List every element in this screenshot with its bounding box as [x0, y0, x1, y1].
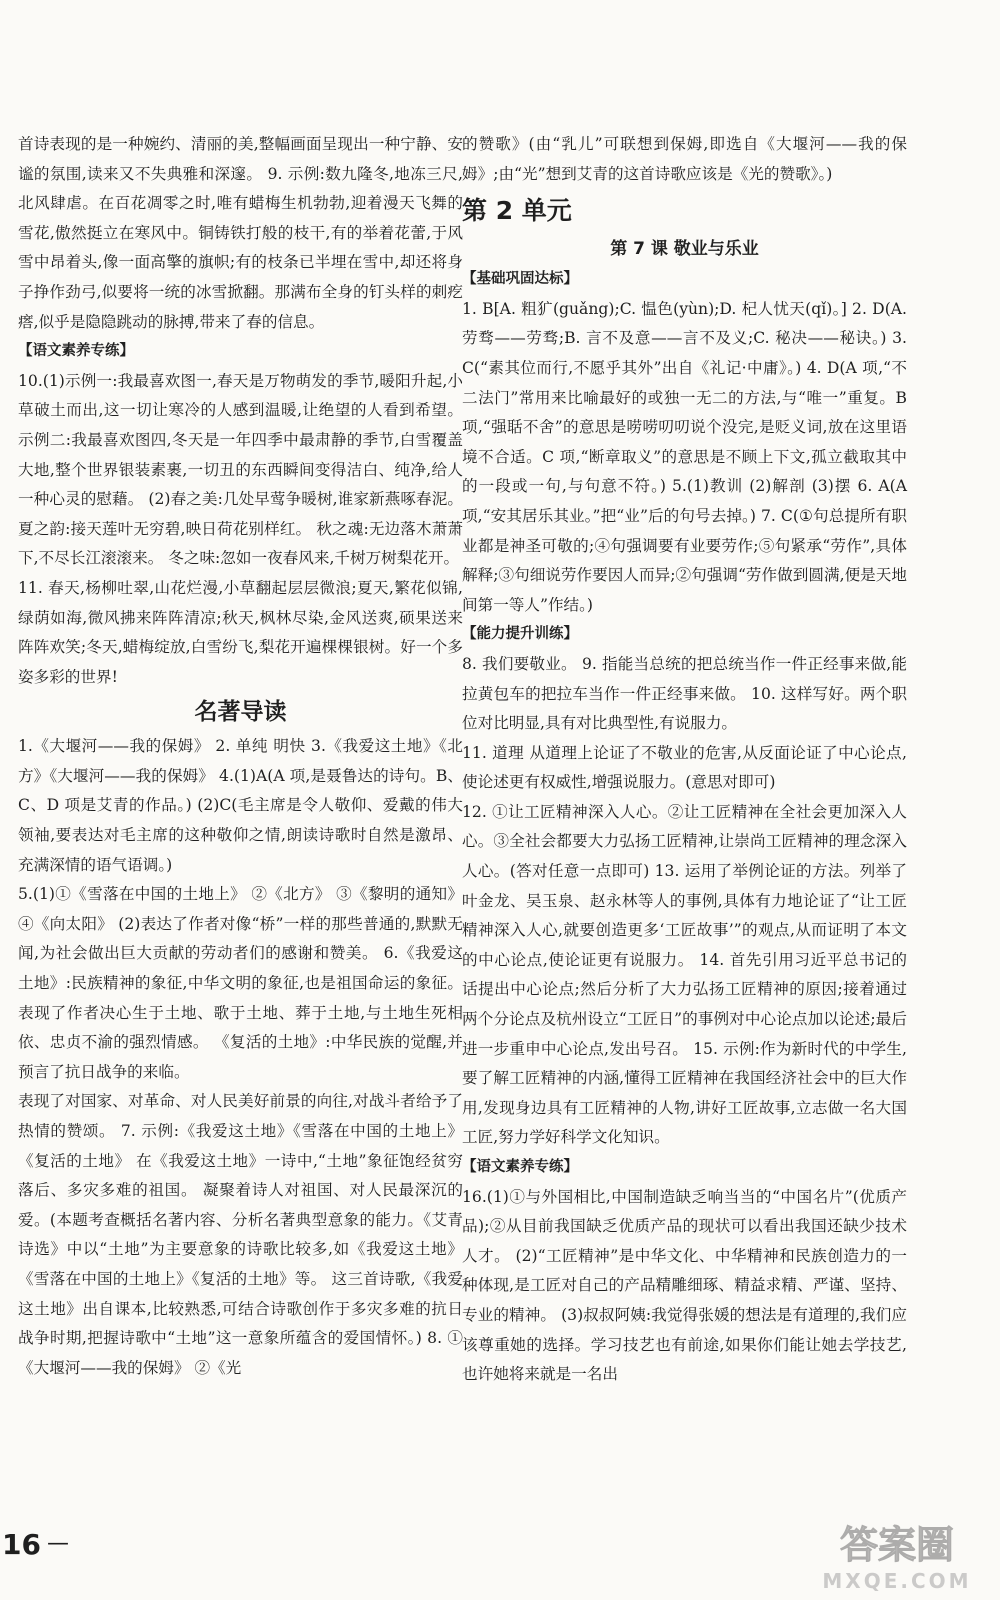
answer-paragraph-11: 11. 春天,杨柳吐翠,山花烂漫,小草翻起层层微浪;夏天,繁花似锦,绿荫如海,微风拂来阵阵清凉;秋天,枫林尽染,金风送爽,硕果送来阵阵欢笑;冬天,蜡梅绽放,白雪纷飞,梨花开遍棵棵银树。好一个多姿多彩的世界! — [18, 578, 463, 686]
literacy-paragraph-16: 16.(1)①与外国相比,中国制造缺乏响当当的“中国名片”(优质产品);②从目前我国缺乏优质产品的现状可以看出我国还缺少技术人才。 (2)“工匠精神”是中华文化、中华精神和民族创造力的一种体现,是工匠对自己的产品精雕细琢、精益求精、严谨、坚持、专业的精神。 (3)叔叔阿姨:我觉得张媛的想法是有道理的,我们应该尊重她的选择。学习技艺也有前途,如果你们能让她去学技艺,也许她将来就是一名出 — [462, 1187, 907, 1384]
reading-paragraph-3: 表现了对国家、对革命、对人民美好前景的向往,对战斗者给予了热情的赞颂。 7. 示例:《我爱这土地》《雪落在中国的土地上》《复活的土地》 在《我爱这土地》一诗中,“土地”象征饱经贫穷落后、多灾多难的祖国。 凝聚着诗人对祖国、对人民最深沉的爱。(本题考查概括名著内容、分析名著典型意象的能力。《艾青诗选》中以“土地”为主要意象的诗歌比较多,如《我爱这土地》《雪落在中国的土地上》《复活的土地》等。 这三首诗歌,《我爱这土地》出自课本,比较熟悉,可结合诗歌创作于多灾多难的抗日战争时期,把握诗歌中“土地”这一意象所蕴含的爱国情怀。) 8. ①《大堰河——我的保姆》 ②《光 — [18, 1092, 463, 1377]
page-number — [2, 1528, 69, 1561]
watermark-logo — [802, 1514, 992, 1594]
ability-paragraph-11: 11. 道理 从道理上论证了不敬业的危害,从反面论证了中心论点,使论述更有权威性,增强说服力。(意思对即可) — [462, 743, 907, 792]
left-intro-paragraph: 首诗表现的是一种婉约、清丽的美,整幅画面呈现出一种宁静、安谧的氛围,读来又不失典雅和深邃。 9. 示例:数九隆冬,地冻三尺,北风肆虐。在百花凋零之时,唯有蜡梅生机勃勃,迎着漫天飞舞的雪花,傲然挺立在寒风中。铜铸铁打般的枝干,有的举着花蕾,于风雪中昂着头,像一面高擎的旗帜;有的枝条已半埋在雪中,却还将身子挣作劲弓,似要将一统的冰雪掀翻。那满布全身的钉头样的刺疙瘩,似乎是隐隐跳动的脉搏,带来了春的信息。 — [18, 135, 463, 331]
reading-guide-title: 名著导读 — [194, 698, 287, 726]
page-number-text: 16 — [2, 1528, 41, 1561]
page-number-dash: — — [46, 1531, 69, 1556]
left-column — [18, 130, 463, 1383]
watermark-main-text: 答案圈 — [839, 1523, 955, 1567]
unit-title: 第 2 单元 — [462, 196, 572, 226]
basic-answers-paragraph: 1. B[A. 粗犷(guǎng);C. 愠色(yùn);D. 杞人忧天(qǐ)。] 2. D(A. 劳骛——劳骛;B. 言不及意——言不及义;C. 秘决——秘诀。) 3. C(“素其位而行,不愿乎其外”出自《礼记·中庸》。) 4. D(A 项,“不二法门”常用来比喻最好的或独一无二的方法,与“唯一”重复。B 项,“强聒不舍”的意思是唠唠叨叨说个没完,是贬义词,放在这里语境不合适。C 项,“断章取义”的意思是不顾上下文,孤立截取其中的一段或一句,与句意不符。) 5.(1)教训 (2)解剖 (3)摆 6. A(A 项,“安其居乐其业。”把“业”后的句号去掉。) 7. C(①句总提所有职业都是神圣可敬的;④句强调要有业要劳作;⑤句紧承“劳作”,具体解释;③句细说劳作要因人而异;②句强调“劳作做到圆满,便是天地间第一等人”作结。) — [462, 299, 907, 614]
section-heading-literacy-2: 【语文素养专练】 — [462, 1159, 578, 1175]
reading-paragraph-2: 5.(1)①《雪落在中国的土地上》 ②《北方》 ③《黎明的通知》 ④《向太阳》 (2)表达了作者对像“桥”一样的那些普通的,默默无闻,为社会做出巨大贡献的劳动者们的感谢和赞美。 6.《我爱这土地》:民族精神的象征,中华文明的象征,也是祖国命运的象征。 表现了作者决心生于土地、歌于土地、葬于土地,与土地生死相依、忠贞不渝的强烈情感。 《复活的土地》:中华民族的觉醒,并预言了抗日战争的来临。 — [18, 885, 463, 1081]
right-column — [462, 130, 907, 1390]
right-intro-paragraph: 的赞歌》(由“乳儿”可联想到保姆,即选自《大堰河——我的保姆》;由“光”想到艾青的这首诗歌应该是《光的赞歌》。) — [462, 135, 907, 183]
watermark-sub-text: MXQE.COM — [822, 1569, 972, 1593]
section-heading-literacy: 【语文素养专练】 — [18, 343, 134, 360]
ability-paragraph-8-10: 8. 我们要敬业。 9. 指能当总统的把总统当作一件正经事来做,能拉黄包车的把拉车当作一件正经事来做。 10. 这样写好。两个职位对比明显,具有对比典型性,有说服力。 — [462, 654, 907, 733]
section-heading-ability: 【能力提升训练】 — [462, 626, 578, 643]
lesson-title: 第 7 课 敬业与乐业 — [610, 239, 759, 260]
section-heading-basic: 【基础巩固达标】 — [462, 271, 578, 288]
ability-paragraph-12-15: 12. ①让工匠精神深入人心。②让工匠精神在全社会更加深入人心。③全社会都要大力弘扬工匠精神,让崇尚工匠精神的理念深入人心。(答对任意一点即可) 13. 运用了举例论证的方法。列举了叶金龙、吴玉泉、赵永林等人的事例,具体有力地论证了“让工匠精神深入人心,就要创造更多‘工匠故事’”的观点,从而证明了本文的中心论点,使论证更有说服力。 14. 首先引用习近平总书记的话提出中心论点;然后分析了大力弘扬工匠精神的原因;接着通过两个分论点及杭州设立“工匠日”的事例对中心论点加以论述;最后进一步重申中心论点,发出号召。 15. 示例:作为新时代的中学生,要了解工匠精神的内涵,懂得工匠精神在我国经济社会中的巨大作用,发现身边具有工匠精神的人物,讲好工匠故事,立志做一名大国工匠,努力学好科学文化知识。 — [462, 802, 907, 1147]
answer-paragraph-10: 10.(1)示例一:我最喜欢图一,春天是万物萌发的季节,暖阳升起,小草破土而出,这一切让寒冷的人感到温暖,让绝望的人看到希望。 示例二:我最喜欢图四,冬天是一年四季中最肃静的季节,白雪覆盖大地,整个世界银装素裹,一切丑的东西瞬间变得洁白、纯净,给人一种心灵的慰藉。 (2)春之美:几处早莺争暖树,谁家新燕啄春泥。 夏之韵:接天莲叶无穷碧,映日荷花别样红。 秋之魂:无边落木萧萧下,不尽长江滚滚来。 冬之味:忽如一夜春风来,千树万树梨花开。 — [18, 371, 463, 568]
reading-paragraph-1: 1.《大堰河——我的保姆》 2. 单纯 明快 3.《我爱这土地》《北方》《大堰河——我的保姆》 4.(1)A(A 项,是聂鲁达的诗句。B、C、D 项是艾青的作品。) (2)C(毛主席是令人敬仰、爱戴的伟大领袖,要表达对毛主席的这种敬仰之情,朗读诗歌时自然是激昂、充满深情的语气语调。) — [18, 737, 463, 874]
